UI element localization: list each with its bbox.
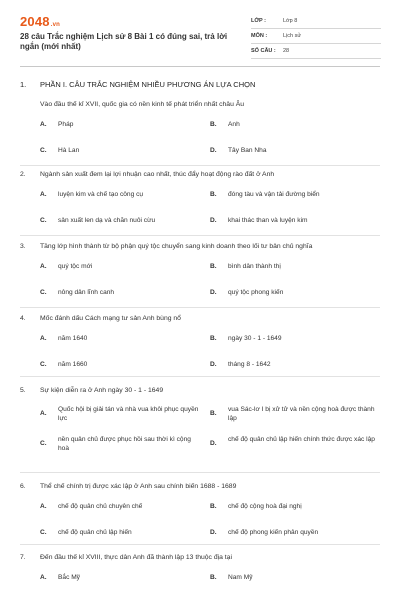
option-b[interactable] [210,405,380,423]
option-label: B. [210,503,217,510]
meta-key: LỚP : [251,18,266,24]
question-number: 4. [20,315,26,322]
option-label: B. [210,191,217,198]
question-text [20,553,380,562]
option-text: nền quân chủ được phục hồi sau thời kì cộng hoà [58,436,191,452]
option-b[interactable] [210,502,380,511]
option-label: B. [210,410,217,417]
question-stem: Thể chế chính trị được xác lập ở Anh sau chính biến 1688 - 1689 [40,483,237,490]
option-b[interactable] [210,262,380,271]
question-divider [20,472,380,473]
option-label: A. [40,574,47,581]
meta-row-subject [251,29,381,44]
option-a[interactable] [40,573,200,582]
option-label: D. [210,529,217,536]
meta-row-count [251,44,381,59]
question-stem: Đến đầu thế kỉ XVIII, thực dân Anh đã thành lập 13 thuộc địa tại [40,554,232,561]
answer-options [20,190,380,234]
option-d[interactable] [210,216,380,225]
option-a[interactable] [40,502,200,511]
meta-key: MÔN : [251,33,268,39]
site-logo[interactable] [20,14,60,29]
option-text: đóng tàu và vận tải đường biển [228,191,320,198]
question-1 [20,100,380,164]
option-text: chế độ quân chủ lập hiến chính thức được xác lập [228,436,375,443]
option-label: D. [210,147,217,154]
question-text [20,100,380,109]
option-label: A. [40,410,47,417]
option-label: B. [210,263,217,270]
question-4 [20,314,380,378]
option-text: Anh [228,121,240,128]
question-divider [20,544,380,545]
option-text: luyện kim và chế tạo công cụ [58,191,144,198]
option-label: D. [210,440,217,447]
section-heading [20,80,255,89]
option-text: Pháp [58,121,74,128]
question-number: 5. [20,387,26,394]
option-label: D. [210,289,217,296]
option-text: sản xuất len dạ và chăn nuôi cừu [58,217,156,224]
question-number: 6. [20,483,26,490]
question-stem: Ngành sản xuất đem lại lợi nhuận cao nhất, thúc đẩy hoạt động rào đất ở Anh [40,171,275,178]
option-text: nông dân lĩnh canh [58,289,115,296]
option-d[interactable] [210,360,380,369]
option-text: Hà Lan [58,147,80,154]
option-a[interactable] [40,405,200,423]
option-c[interactable] [40,146,200,155]
section-number: 1. [20,80,27,89]
option-label: D. [210,361,217,368]
option-label: A. [40,121,47,128]
meta-row-class [251,14,381,29]
option-label: A. [40,263,47,270]
option-text: Nam Mỹ [228,574,253,581]
option-text: năm 1660 [58,361,88,368]
document-title: 28 câu Trắc nghiệm Lịch sử 8 Bài 1 có đúng sai, trả lời ngắn (mới nhất) [20,32,228,51]
option-text: vua Sác-lơ I bị xử tử và nền cộng hoà được thành lập [228,406,375,422]
option-text: ngày 30 - 1 - 1649 [228,335,282,342]
option-text: chế độ quân chủ lập hiến [58,529,132,536]
question-3 [20,242,380,306]
document-header [0,0,400,62]
question-divider [20,165,380,166]
option-c[interactable] [40,288,200,297]
option-c[interactable] [40,435,200,453]
option-text: chế độ cộng hoà đại nghị [228,503,302,510]
option-d[interactable] [210,146,380,155]
question-stem: Mốc đánh dấu Cách mạng tư sản Anh bùng nổ [40,315,181,322]
option-d[interactable] [210,528,380,537]
option-text: năm 1640 [58,335,88,342]
option-label: C. [40,529,47,536]
option-label: C. [40,147,47,154]
option-text: quý tộc phong kiến [228,289,284,296]
option-text: chế độ quân chủ chuyên chế [58,503,143,510]
question-divider [20,307,380,308]
option-label: C. [40,217,47,224]
option-label: A. [40,335,47,342]
answer-options [20,573,380,593]
question-text [20,170,380,179]
logo-text: 2048 [20,14,50,29]
meta-value: Lịch sử [283,33,302,39]
option-b[interactable] [210,190,380,199]
question-7 [20,553,380,593]
option-label: D. [210,217,217,224]
question-text [20,314,380,323]
option-label: C. [40,361,47,368]
option-a[interactable] [40,262,200,271]
answer-options [20,120,380,164]
option-c[interactable] [40,528,200,537]
header-divider [20,66,380,67]
question-text [20,386,380,395]
question-divider [20,235,380,236]
option-a[interactable] [40,120,200,129]
option-b[interactable] [210,334,380,343]
option-label: A. [40,503,47,510]
logo-suffix: .vn [50,22,61,28]
question-number [20,100,40,109]
option-text: khai thác than và luyện kim [228,217,308,224]
question-number: 3. [20,243,26,250]
question-2 [20,170,380,234]
option-text: tháng 8 - 1642 [228,361,271,368]
question-number: 7. [20,554,26,561]
meta-value: 28 [283,48,290,54]
answer-options [20,502,380,546]
question-number: 2. [20,171,26,178]
option-label: B. [210,335,217,342]
option-a[interactable] [40,190,200,199]
document-meta [251,14,381,59]
option-label: C. [40,440,47,447]
option-c[interactable] [40,216,200,225]
option-text: chế độ phong kiến phân quyền [228,529,319,536]
meta-value: Lớp 8 [283,18,298,24]
option-a[interactable] [40,334,200,343]
option-d[interactable] [210,288,380,297]
option-label: B. [210,121,217,128]
answer-options [20,334,380,378]
option-text: bình dân thành thị [228,263,281,270]
answer-options [20,405,380,463]
option-b[interactable] [210,573,380,582]
section-title: PHẦN I. CÂU TRẮC NGHIỆM NHIỀU PHƯƠNG ÁN LỰA CHỌN [40,80,256,89]
option-label: A. [40,191,47,198]
question-5 [20,386,380,463]
question-stem: Tầng lớp hình thành từ bộ phận quý tộc chuyển sang kinh doanh theo lối tư bản chủ nghĩa [40,243,313,250]
option-d[interactable] [210,435,380,448]
option-text: Quốc hội bị giải tán và nhà vua khôi phục quyền lực [58,406,199,422]
question-6 [20,482,380,546]
option-b[interactable] [210,120,380,129]
meta-key: SỐ CÂU : [251,48,276,54]
answer-options [20,262,380,306]
option-text: Bắc Mỹ [58,574,80,581]
question-text [20,482,380,491]
option-text: Tây Ban Nha [228,147,267,154]
option-label: C. [40,289,47,296]
option-label: B. [210,574,217,581]
question-stem: Vào đầu thế kỉ XVII, quốc gia có nền kinh tế phát triển nhất châu Âu [40,101,245,108]
option-text: quý tộc mới [58,263,93,270]
question-stem: Sự kiện diễn ra ở Anh ngày 30 - 1 - 1649 [40,387,164,394]
question-text [20,242,380,251]
question-divider [20,376,380,377]
option-c[interactable] [40,360,200,369]
